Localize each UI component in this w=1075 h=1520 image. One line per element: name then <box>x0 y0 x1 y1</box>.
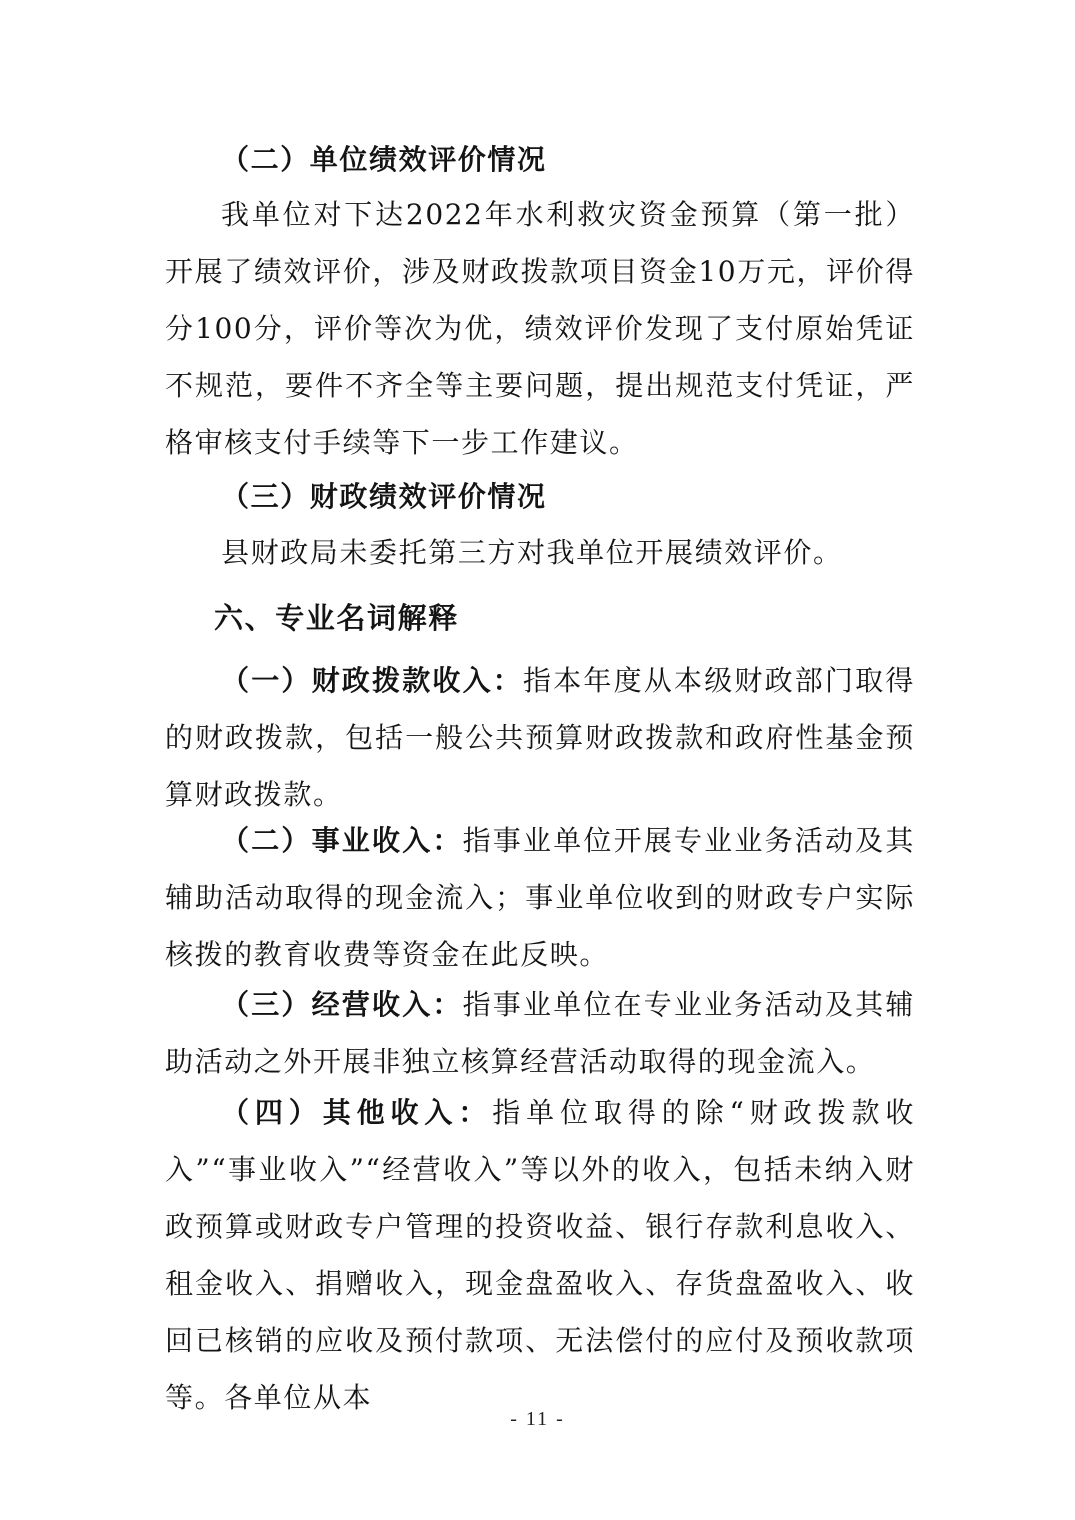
paragraph-unit-evaluation: 我单位对下达2022年水利救灾资金预算（第一批）开展了绩效评价，涉及财政拨款项目资金10万元，评价得分100分，评价等次为优，绩效评价发现了支付原始凭证不规范，要件不齐全等主要问题，提出规范支付凭证，严格审核支付手续等下一步工作建议。 <box>165 198 915 459</box>
section-heading-finance-evaluation: （三）财政绩效评价情况 <box>221 480 547 513</box>
glossary-item-business-income <box>165 812 915 983</box>
glossary-term: （三）经营收入： <box>221 988 463 1021</box>
glossary-term: （一）财政拨款收入： <box>221 664 523 697</box>
section-heading-glossary: 六、专业名词解释 <box>214 601 459 635</box>
glossary-item-other-income <box>165 1084 915 1426</box>
glossary-definition: 指单位取得的除“财政拨款收入”“事业收入”“经营收入”等以外的收入，包括未纳入财政预算或财政专户管理的投资收益、银行存款利息收入、租金收入、捐赠收入，现金盘盈收入、存货盘盈收入、收回已核销的应收及预付款项、无法偿付的应付及预收款项等。各单位从本 <box>165 1096 915 1414</box>
glossary-definition: 指事业单位在专业业务活动及其辅助活动之外开展非独立核算经营活动取得的现金流入。 <box>165 988 915 1078</box>
page-number: - 11 - <box>510 1408 565 1430</box>
glossary-item-operating-income <box>165 976 915 1090</box>
glossary-definition: 指事业单位开展专业业务活动及其辅助活动取得的现金流入；事业单位收到的财政专户实际核拨的教育收费等资金在此反映。 <box>165 824 915 971</box>
paragraph-finance-evaluation: 县财政局未委托第三方对我单位开展绩效评价。 <box>221 536 843 569</box>
glossary-item-fiscal-appropriation <box>165 652 915 823</box>
glossary-term: （四）其他收入： <box>221 1096 493 1129</box>
glossary-definition: 指本年度从本级财政部门取得的财政拨款，包括一般公共预算财政拨款和政府性基金预算财政拨款。 <box>165 664 915 811</box>
glossary-term: （二）事业收入： <box>221 824 463 857</box>
section-heading-unit-evaluation: （二）单位绩效评价情况 <box>221 143 547 176</box>
